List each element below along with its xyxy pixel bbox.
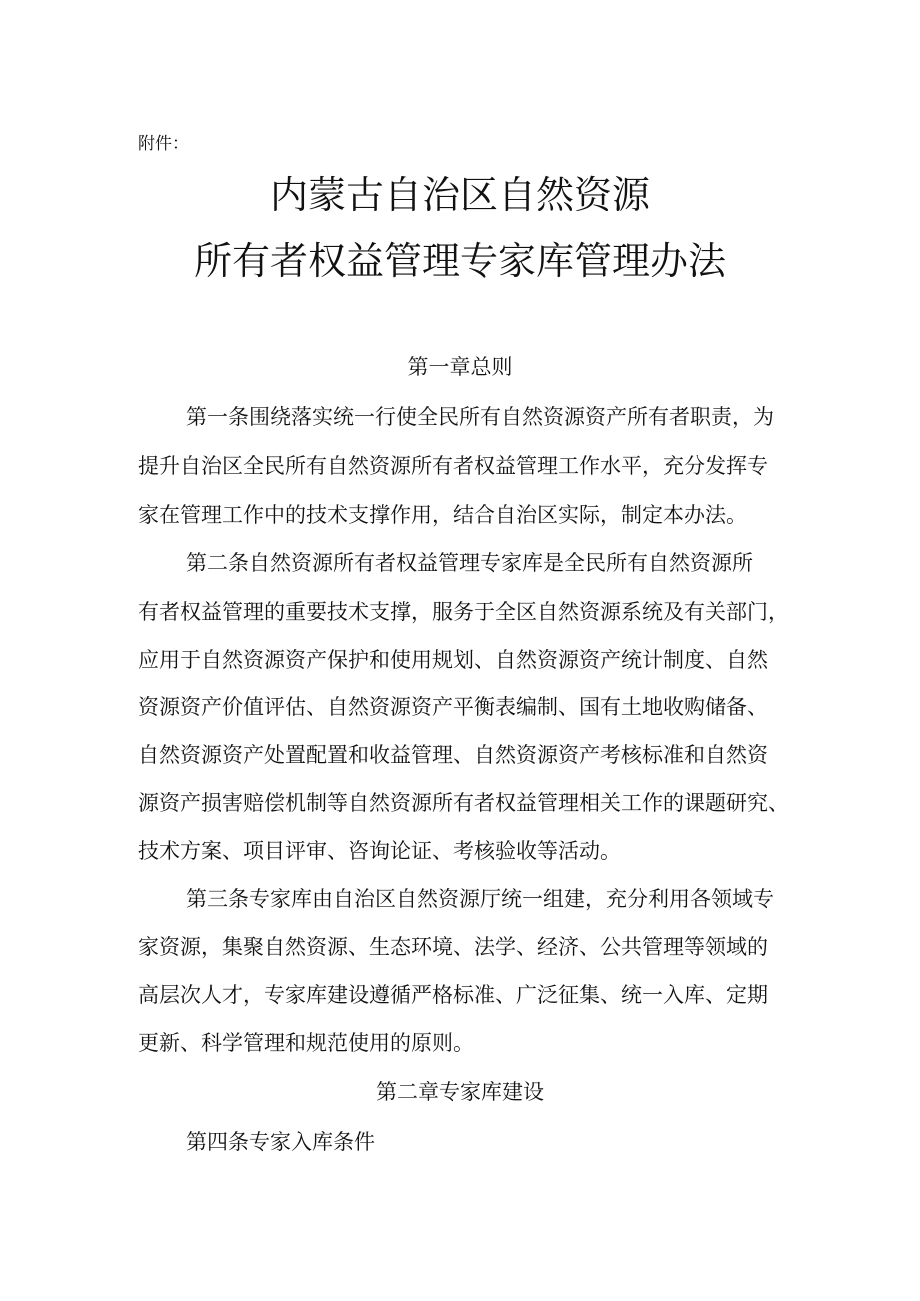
article-1-line-2: 提升自治区全民所有自然资源所有者权益管理工作水平，充分发挥专 bbox=[138, 454, 768, 478]
article-2-line-1: 第二条自然资源所有者权益管理专家库是全民所有自然资源所 bbox=[186, 551, 753, 575]
attachment-label: 附件： bbox=[138, 134, 189, 154]
article-2-line-7: 技术方案、项目评审、咨询论证、考核验收等活动。 bbox=[138, 839, 621, 863]
document-title-line-2: 所有者权益管理专家库管理办法 bbox=[193, 239, 726, 283]
article-3-line-3: 高层次人才，专家库建设遵循严格标准、广泛征集、统一入库、定期 bbox=[138, 983, 768, 1007]
article-4-line-1: 第四条专家入库条件 bbox=[186, 1130, 375, 1154]
article-3-line-2: 家资源，集聚自然资源、生态环境、法学、经济、公共管理等领域的 bbox=[138, 935, 768, 959]
chapter-heading-1: 第一章总则 bbox=[407, 355, 513, 379]
chapter-heading-2: 第二章专家库建设 bbox=[376, 1080, 544, 1104]
article-2-line-6: 源资产损害赔偿机制等自然资源所有者权益管理相关工作的课题研究、 bbox=[138, 791, 789, 815]
article-2-line-3: 应用于自然资源资产保护和使用规划、自然资源资产统计制度、自然 bbox=[138, 648, 768, 672]
article-1-line-1: 第一条围绕落实统一行使全民所有自然资源资产所有者职责，为 bbox=[186, 405, 774, 429]
article-2-line-5: 自然资源资产处置配置和收益管理、自然资源资产考核标准和自然资 bbox=[138, 743, 768, 767]
article-3-line-4: 更新、科学管理和规范使用的原则。 bbox=[138, 1031, 474, 1055]
document-title-line-1: 内蒙古自治区自然资源 bbox=[269, 173, 650, 217]
article-2-line-2: 有者权益管理的重要技术支撑，服务于全区自然资源系统及有关部门， bbox=[138, 600, 789, 624]
article-1-line-3: 家在管理工作中的技术支撑作用，结合自治区实际，制定本办法。 bbox=[138, 503, 747, 527]
article-3-line-1: 第三条专家库由自治区自然资源厅统一组建，充分利用各领域专 bbox=[186, 887, 774, 911]
article-2-line-4: 资源资产价值评估、自然资源资产平衡表编制、国有土地收购储备、 bbox=[138, 695, 768, 719]
